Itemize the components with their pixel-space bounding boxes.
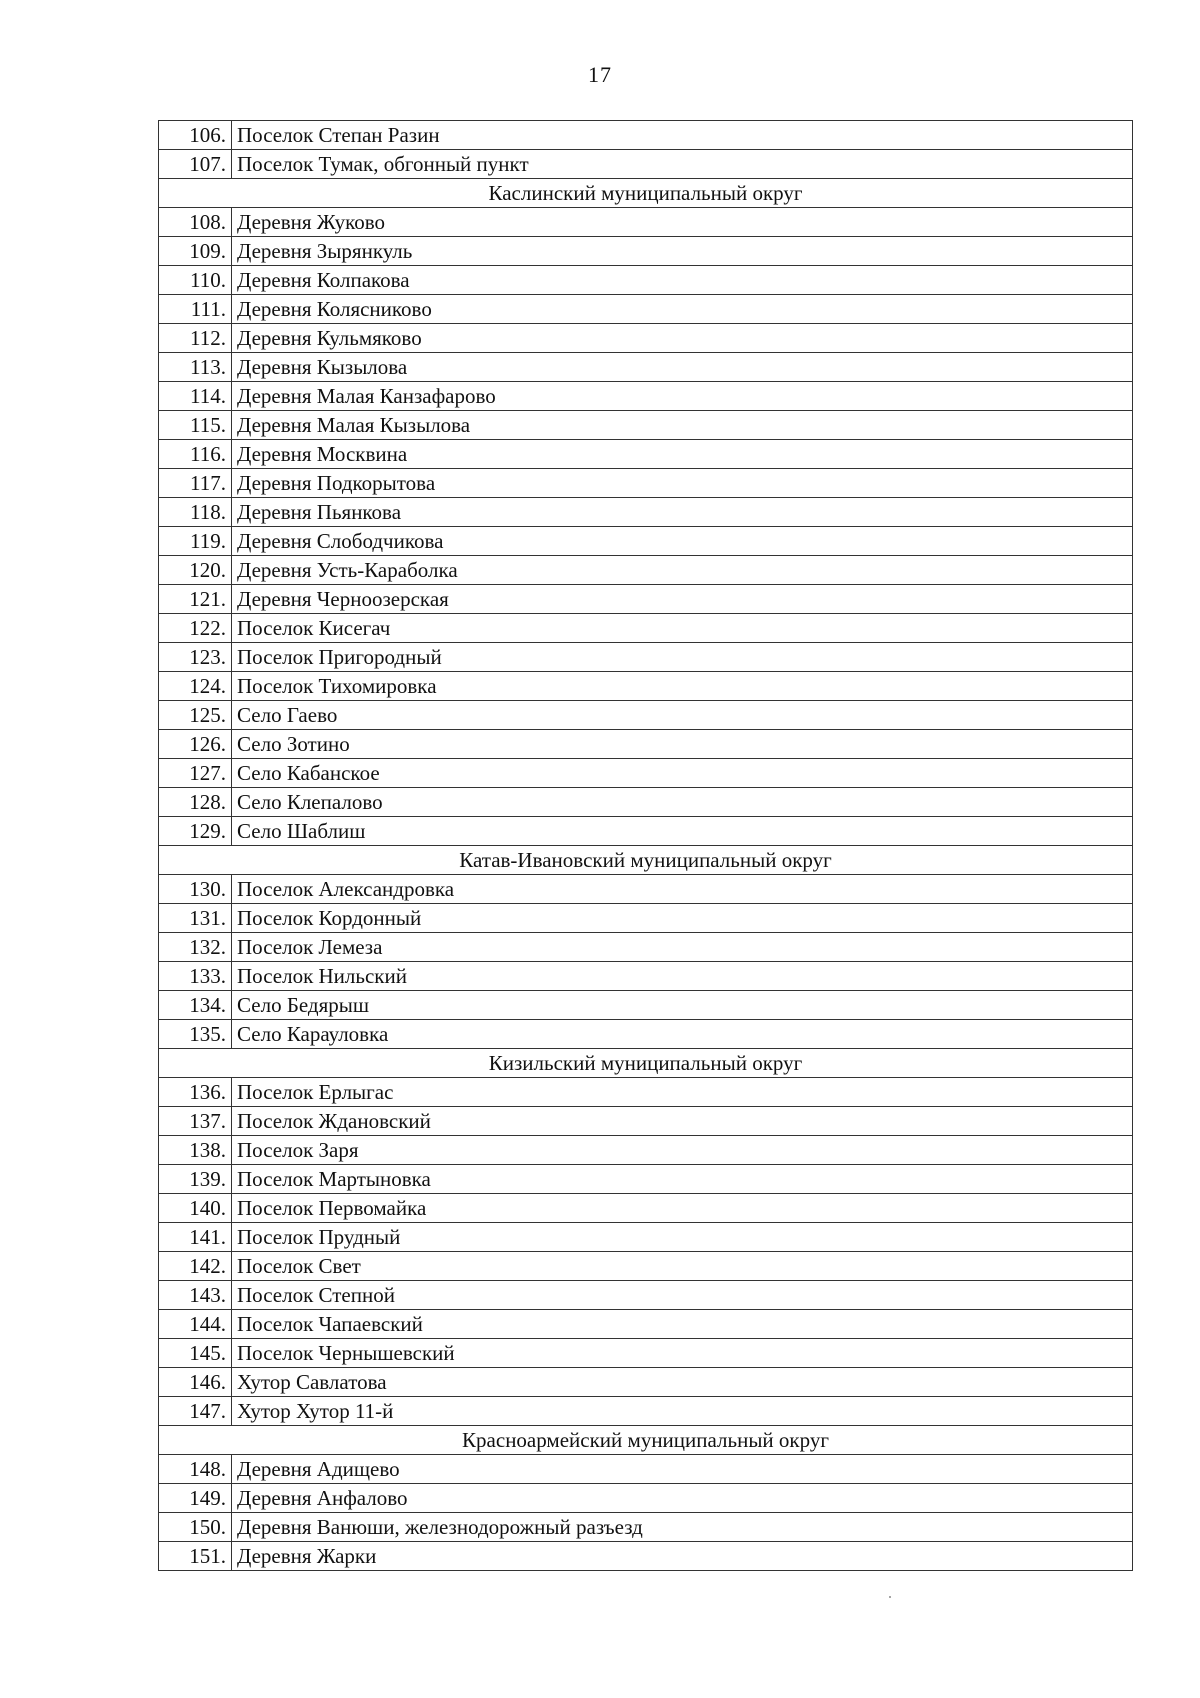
table-row bbox=[159, 121, 1133, 150]
settlement-name: Село Кабанское bbox=[232, 759, 1133, 788]
row-number: 119. bbox=[159, 527, 232, 556]
table-row bbox=[159, 1484, 1133, 1513]
settlement-name: Поселок Кисегач bbox=[232, 614, 1133, 643]
settlement-name: Деревня Кызылова bbox=[232, 353, 1133, 382]
table-row bbox=[159, 585, 1133, 614]
settlement-name: Поселок Пригородный bbox=[232, 643, 1133, 672]
row-number: 131. bbox=[159, 904, 232, 933]
table-row bbox=[159, 1542, 1133, 1571]
row-number: 135. bbox=[159, 1020, 232, 1049]
settlement-name: Деревня Москвина bbox=[232, 440, 1133, 469]
table-row bbox=[159, 237, 1133, 266]
table-row bbox=[159, 759, 1133, 788]
district-title: Катав-Ивановский муниципальный округ bbox=[159, 846, 1133, 875]
row-number: 132. bbox=[159, 933, 232, 962]
district-header-row bbox=[159, 179, 1133, 208]
row-number: 106. bbox=[159, 121, 232, 150]
row-number: 138. bbox=[159, 1136, 232, 1165]
row-number: 148. bbox=[159, 1455, 232, 1484]
table-row bbox=[159, 440, 1133, 469]
row-number: 144. bbox=[159, 1310, 232, 1339]
settlement-name: Поселок Заря bbox=[232, 1136, 1133, 1165]
row-number: 134. bbox=[159, 991, 232, 1020]
row-number: 108. bbox=[159, 208, 232, 237]
table-row bbox=[159, 1455, 1133, 1484]
settlement-name: Деревня Малая Канзафарово bbox=[232, 382, 1133, 411]
row-number: 127. bbox=[159, 759, 232, 788]
row-number: 121. bbox=[159, 585, 232, 614]
table-row bbox=[159, 266, 1133, 295]
settlement-name: Поселок Мартыновка bbox=[232, 1165, 1133, 1194]
table-row bbox=[159, 353, 1133, 382]
table-row bbox=[159, 295, 1133, 324]
row-number: 130. bbox=[159, 875, 232, 904]
table-row bbox=[159, 1513, 1133, 1542]
table-row bbox=[159, 1194, 1133, 1223]
row-number: 123. bbox=[159, 643, 232, 672]
row-number: 118. bbox=[159, 498, 232, 527]
settlement-name: Деревня Черноозерская bbox=[232, 585, 1133, 614]
row-number: 151. bbox=[159, 1542, 232, 1571]
settlements-table bbox=[158, 120, 1133, 1571]
settlement-name: Село Гаево bbox=[232, 701, 1133, 730]
row-number: 117. bbox=[159, 469, 232, 498]
settlement-name: Село Шаблиш bbox=[232, 817, 1133, 846]
row-number: 142. bbox=[159, 1252, 232, 1281]
settlement-name: Село Бедярыш bbox=[232, 991, 1133, 1020]
row-number: 145. bbox=[159, 1339, 232, 1368]
table-row bbox=[159, 701, 1133, 730]
settlement-name: Поселок Лемеза bbox=[232, 933, 1133, 962]
table-row bbox=[159, 527, 1133, 556]
row-number: 147. bbox=[159, 1397, 232, 1426]
table-row bbox=[159, 1281, 1133, 1310]
settlement-name: Деревня Колясниково bbox=[232, 295, 1133, 324]
settlement-name: Деревня Малая Кызылова bbox=[232, 411, 1133, 440]
settlement-name: Поселок Первомайка bbox=[232, 1194, 1133, 1223]
settlement-name: Поселок Ждановский bbox=[232, 1107, 1133, 1136]
row-number: 149. bbox=[159, 1484, 232, 1513]
district-header-row bbox=[159, 1049, 1133, 1078]
row-number: 111. bbox=[159, 295, 232, 324]
settlement-name: Село Карауловка bbox=[232, 1020, 1133, 1049]
settlements-table-body bbox=[159, 121, 1133, 1571]
table-row bbox=[159, 614, 1133, 643]
row-number: 109. bbox=[159, 237, 232, 266]
settlement-name: Поселок Александровка bbox=[232, 875, 1133, 904]
table-row bbox=[159, 1107, 1133, 1136]
table-row bbox=[159, 788, 1133, 817]
settlement-name: Поселок Прудный bbox=[232, 1223, 1133, 1252]
row-number: 126. bbox=[159, 730, 232, 759]
row-number: 122. bbox=[159, 614, 232, 643]
settlement-name: Деревня Зырянкуль bbox=[232, 237, 1133, 266]
district-header-row bbox=[159, 1426, 1133, 1455]
table-row bbox=[159, 324, 1133, 353]
row-number: 146. bbox=[159, 1368, 232, 1397]
settlement-name: Поселок Нильский bbox=[232, 962, 1133, 991]
table-row bbox=[159, 991, 1133, 1020]
table-row bbox=[159, 904, 1133, 933]
settlement-name: Деревня Жуково bbox=[232, 208, 1133, 237]
table-row bbox=[159, 382, 1133, 411]
table-row bbox=[159, 556, 1133, 585]
table-row bbox=[159, 1223, 1133, 1252]
table-row bbox=[159, 672, 1133, 701]
row-number: 124. bbox=[159, 672, 232, 701]
table-row bbox=[159, 875, 1133, 904]
settlement-name: Деревня Жарки bbox=[232, 1542, 1133, 1571]
row-number: 107. bbox=[159, 150, 232, 179]
row-number: 120. bbox=[159, 556, 232, 585]
district-header-row bbox=[159, 846, 1133, 875]
table-row bbox=[159, 411, 1133, 440]
table-row bbox=[159, 1339, 1133, 1368]
settlement-name: Село Зотино bbox=[232, 730, 1133, 759]
settlement-name: Деревня Адищево bbox=[232, 1455, 1133, 1484]
table-row bbox=[159, 150, 1133, 179]
row-number: 115. bbox=[159, 411, 232, 440]
page-number: 17 bbox=[588, 62, 612, 87]
table-row bbox=[159, 962, 1133, 991]
district-title: Каслинский муниципальный округ bbox=[159, 179, 1133, 208]
table-row bbox=[159, 498, 1133, 527]
table-row bbox=[159, 817, 1133, 846]
settlement-name: Поселок Степной bbox=[232, 1281, 1133, 1310]
table-row bbox=[159, 643, 1133, 672]
table-row bbox=[159, 1397, 1133, 1426]
settlement-name: Деревня Анфалово bbox=[232, 1484, 1133, 1513]
row-number: 141. bbox=[159, 1223, 232, 1252]
row-number: 110. bbox=[159, 266, 232, 295]
table-row bbox=[159, 1165, 1133, 1194]
settlement-name: Деревня Кульмяково bbox=[232, 324, 1133, 353]
settlement-name: Деревня Слободчикова bbox=[232, 527, 1133, 556]
row-number: 133. bbox=[159, 962, 232, 991]
settlement-name: Поселок Свет bbox=[232, 1252, 1133, 1281]
row-number: 150. bbox=[159, 1513, 232, 1542]
table-row bbox=[159, 1310, 1133, 1339]
settlement-name: Поселок Ерлыгас bbox=[232, 1078, 1133, 1107]
row-number: 137. bbox=[159, 1107, 232, 1136]
settlement-name: Хутор Хутор 11-й bbox=[232, 1397, 1133, 1426]
settlement-name: Деревня Колпакова bbox=[232, 266, 1133, 295]
row-number: 125. bbox=[159, 701, 232, 730]
table-row bbox=[159, 1136, 1133, 1165]
district-title: Красноармейский муниципальный округ bbox=[159, 1426, 1133, 1455]
scan-speck bbox=[889, 1596, 891, 1598]
row-number: 112. bbox=[159, 324, 232, 353]
settlement-name: Поселок Тумак, обгонный пункт bbox=[232, 150, 1133, 179]
settlement-name: Поселок Тихомировка bbox=[232, 672, 1133, 701]
table-row bbox=[159, 1078, 1133, 1107]
row-number: 113. bbox=[159, 353, 232, 382]
row-number: 128. bbox=[159, 788, 232, 817]
table-row bbox=[159, 933, 1133, 962]
settlement-name: Поселок Кордонный bbox=[232, 904, 1133, 933]
table-row bbox=[159, 730, 1133, 759]
settlement-name: Хутор Савлатова bbox=[232, 1368, 1133, 1397]
table-row bbox=[159, 469, 1133, 498]
table-row bbox=[159, 1252, 1133, 1281]
settlement-name: Деревня Подкорытова bbox=[232, 469, 1133, 498]
table-row bbox=[159, 1020, 1133, 1049]
table-row bbox=[159, 1368, 1133, 1397]
row-number: 140. bbox=[159, 1194, 232, 1223]
settlement-name: Поселок Чернышевский bbox=[232, 1339, 1133, 1368]
district-title: Кизильский муниципальный округ bbox=[159, 1049, 1133, 1078]
settlement-name: Деревня Ванюши, железнодорожный разъезд bbox=[232, 1513, 1133, 1542]
row-number: 136. bbox=[159, 1078, 232, 1107]
settlement-name: Деревня Пьянкова bbox=[232, 498, 1133, 527]
settlement-name: Поселок Чапаевский bbox=[232, 1310, 1133, 1339]
settlement-name: Поселок Степан Разин bbox=[232, 121, 1133, 150]
settlement-name: Село Клепалово bbox=[232, 788, 1133, 817]
table-row bbox=[159, 208, 1133, 237]
row-number: 116. bbox=[159, 440, 232, 469]
row-number: 114. bbox=[159, 382, 232, 411]
settlement-name: Деревня Усть-Караболка bbox=[232, 556, 1133, 585]
row-number: 143. bbox=[159, 1281, 232, 1310]
row-number: 139. bbox=[159, 1165, 232, 1194]
row-number: 129. bbox=[159, 817, 232, 846]
